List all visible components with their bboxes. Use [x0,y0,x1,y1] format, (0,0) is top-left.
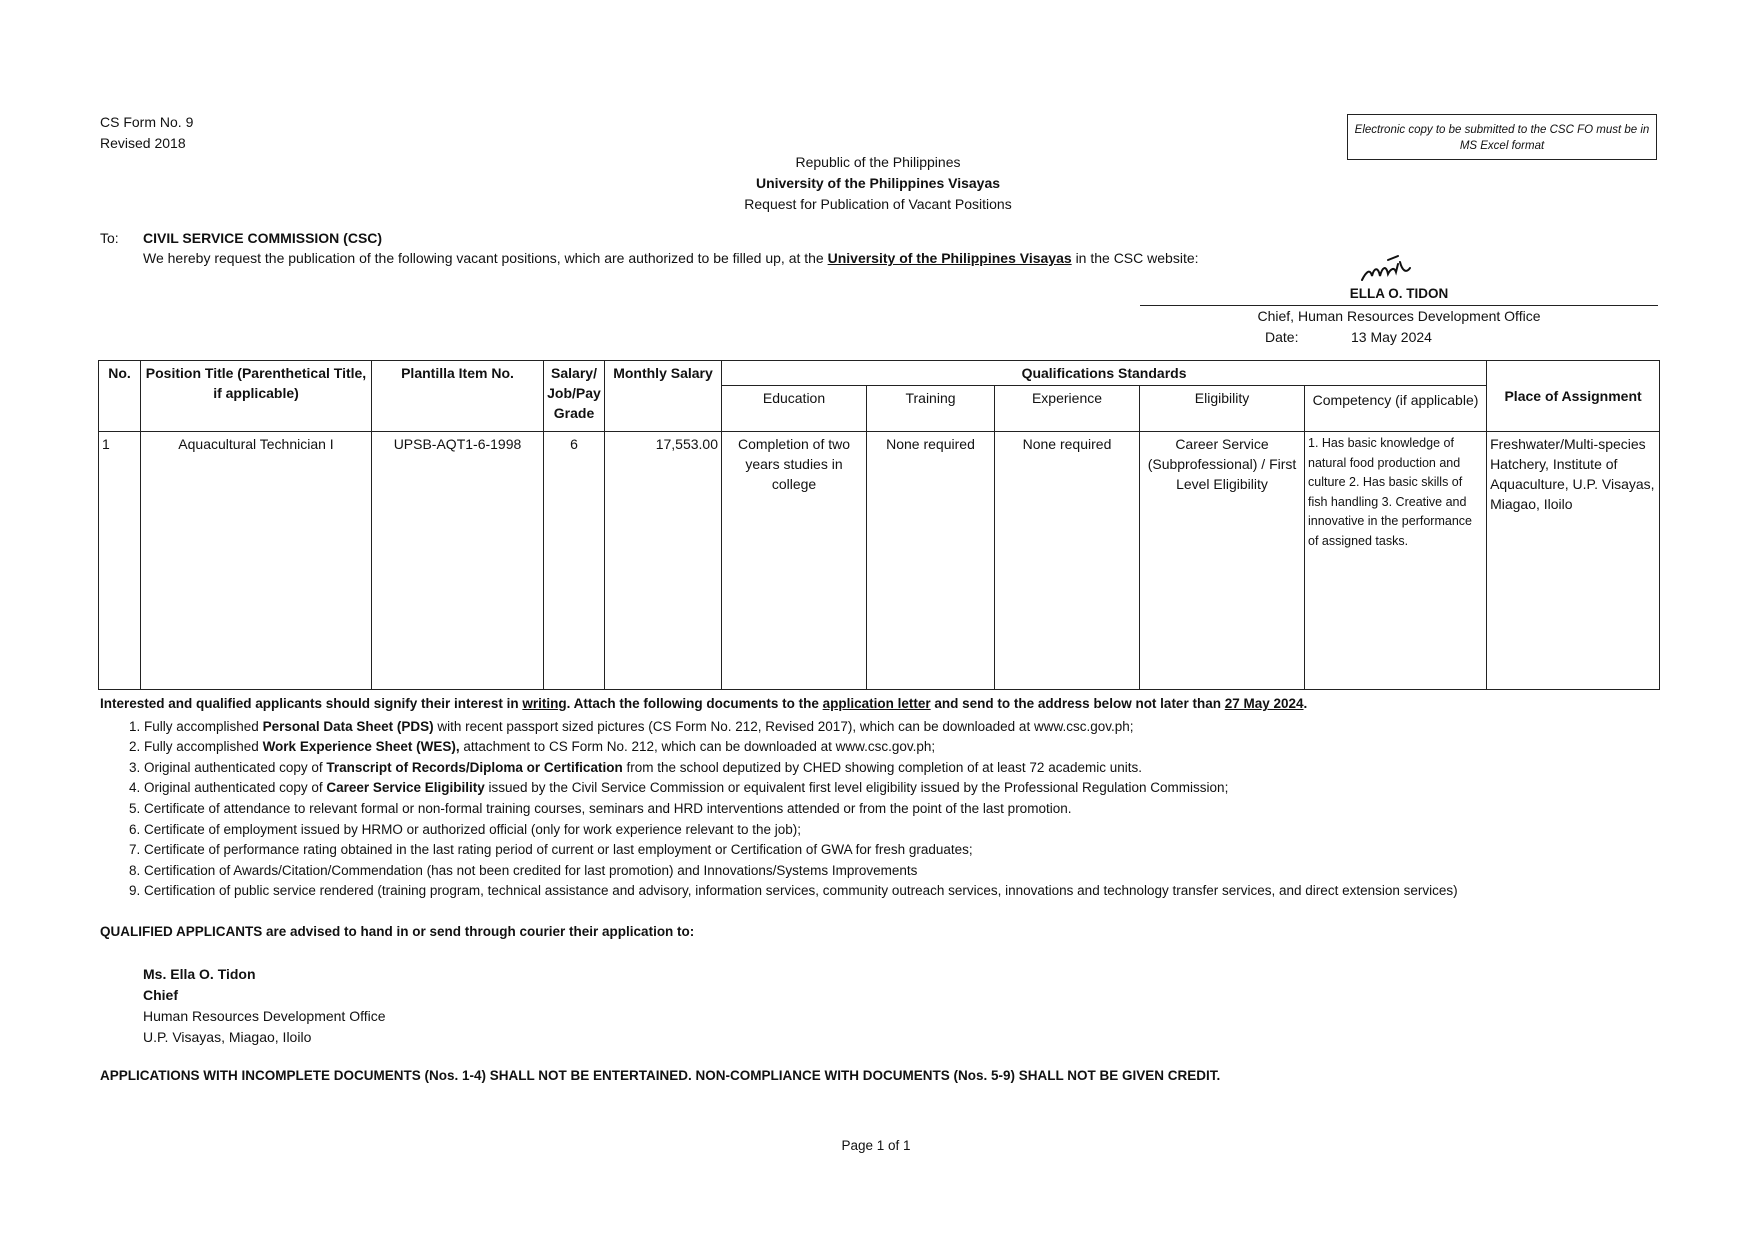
header-country: Republic of the Philippines [795,154,961,170]
header-no: No. [99,361,141,432]
request-statement: We hereby request the publication of the following vacant positions, which are authorized to be filled up, at the University of the Philippines Visayas in the CSC website: [143,250,1199,266]
address-name: Ms. Ella O. Tidon [143,966,256,982]
signature-line [1140,305,1658,306]
form-revision: Revised 2018 [100,135,186,151]
deadline: 27 May 2024 [1224,696,1304,711]
header-salary-grade: Salary/ Job/Pay Grade [544,361,605,432]
to-label: To: [100,230,119,246]
instructions-lead: Interested and qualified applicants should signify their interest in writing. Attach the following documents to the application letter and send to the address below not later than 27 May 2024. [100,696,1308,711]
signatory-name: ELLA O. TIDON [1349,286,1449,301]
cell-monthly-salary: 17,553.00 [605,432,722,690]
cell-competency: 1. Has basic knowledge of natural food production and culture 2. Has basic skills of fish handling 3. Creative and innovative in the performance of assigned tasks. [1305,432,1487,690]
recipient: CIVIL SERVICE COMMISSION (CSC) [143,230,383,246]
requirement-item: 9. Certification of public service rendered (training program, technical assistance and advisory, information services, community outreach services, innovations and technology transfer services, and direct extension services) [144,881,1700,902]
request-agency: University of the Philippines Visayas [827,250,1072,266]
signature-image [1358,250,1414,286]
writing-emphasis: writing [522,696,567,711]
requirement-item: 2. Fully accomplished Work Experience Sheet (WES), attachment to CS Form No. 212, which can be downloaded at www.csc.gov.ph; [144,737,1700,758]
table-row [99,432,1660,690]
address-position: Chief [143,987,178,1003]
cell-eligibility: Career Service (Subprofessional) / First Level Eligibility [1140,432,1305,690]
form-number: CS Form No. 9 [100,114,194,130]
cell-salary-grade: 6 [544,432,605,690]
header-agency: University of the Philippines Visayas [755,175,1001,191]
header-title: Request for Publication of Vacant Positions [744,196,1012,212]
header-place: Place of Assignment [1487,361,1660,432]
requirement-item: 4. Original authenticated copy of Career Service Eligibility issued by the Civil Service Commission or equivalent first level eligibility issued by the Professional Regulation Commission; [144,778,1700,799]
header-qualifications: Qualifications Standards [722,361,1487,386]
address-location: U.P. Visayas, Miagao, Iloilo [143,1029,312,1045]
header-plantilla: Plantilla Item No. [372,361,544,432]
page-number: Page 1 of 1 [841,1138,911,1153]
document-header [576,152,1180,215]
requirements-list [100,717,1700,902]
table-header-row [99,361,1660,386]
header-training: Training [867,386,995,432]
header-competency: Competency (if applicable) [1305,386,1487,432]
compliance-warning: APPLICATIONS WITH INCOMPLETE DOCUMENTS (Nos. 1-4) SHALL NOT BE ENTERTAINED. NON-COMPLIANCE WITH DOCUMENTS (Nos. 5-9) SHALL NOT BE GIVEN CREDIT. [100,1068,1221,1083]
date-label: Date: [1265,329,1299,345]
vacancy-table [98,360,1660,690]
header-experience: Experience [995,386,1140,432]
cell-position: Aquacultural Technician I [141,432,372,690]
submission-advice: QUALIFIED APPLICANTS are advised to hand in or send through courier their application to: [100,924,695,939]
mailing-address [143,964,386,1048]
signatory-title: Chief, Human Resources Development Office [1257,308,1541,324]
addressee-block [100,228,1400,268]
address-office: Human Resources Development Office [143,1008,386,1024]
header-education: Education [722,386,867,432]
header-position: Position Title (Parenthetical Title, if applicable) [141,361,372,432]
application-letter-emphasis: application letter [822,696,931,711]
requirement-item: 7. Certificate of performance rating obtained in the last rating period of current or last employment or Certification of GWA for fresh graduates; [144,840,1700,861]
cell-experience: None required [995,432,1140,690]
cell-no: 1 [99,432,141,690]
cell-education: Completion of two years studies in college [722,432,867,690]
cell-training: None required [867,432,995,690]
requirement-item: 1. Fully accomplished Personal Data Sheet (PDS) with recent passport sized pictures (CS Form No. 212, Revised 2017), which can be downloaded at www.csc.gov.ph; [144,717,1700,738]
requirement-item: 6. Certificate of employment issued by HRMO or authorized official (only for work experience relevant to the job); [144,820,1700,841]
requirement-item: 3. Original authenticated copy of Transcript of Records/Diploma or Certification from the school deputized by CHED showing completion of at least 72 academic units. [144,758,1700,779]
requirement-item: 5. Certificate of attendance to relevant formal or non-formal training courses, seminars and HRD interventions attended or from the point of the last promotion. [144,799,1700,820]
form-identifier [100,112,193,154]
cell-plantilla: UPSB-AQT1-6-1998 [372,432,544,690]
date-value: 13 May 2024 [1351,329,1432,345]
electronic-copy-note: Electronic copy to be submitted to the CSC FO must be in MS Excel format [1347,114,1657,160]
cell-place: Freshwater/Multi-species Hatchery, Institute of Aquaculture, U.P. Visayas, Miagao, Iloilo [1487,432,1660,690]
header-eligibility: Eligibility [1140,386,1305,432]
header-monthly-salary: Monthly Salary [605,361,722,432]
requirement-item: 8. Certification of Awards/Citation/Commendation (has not been credited for last promotion) and Innovations/Systems Improvements [144,861,1700,882]
instructions-block [100,694,1700,902]
